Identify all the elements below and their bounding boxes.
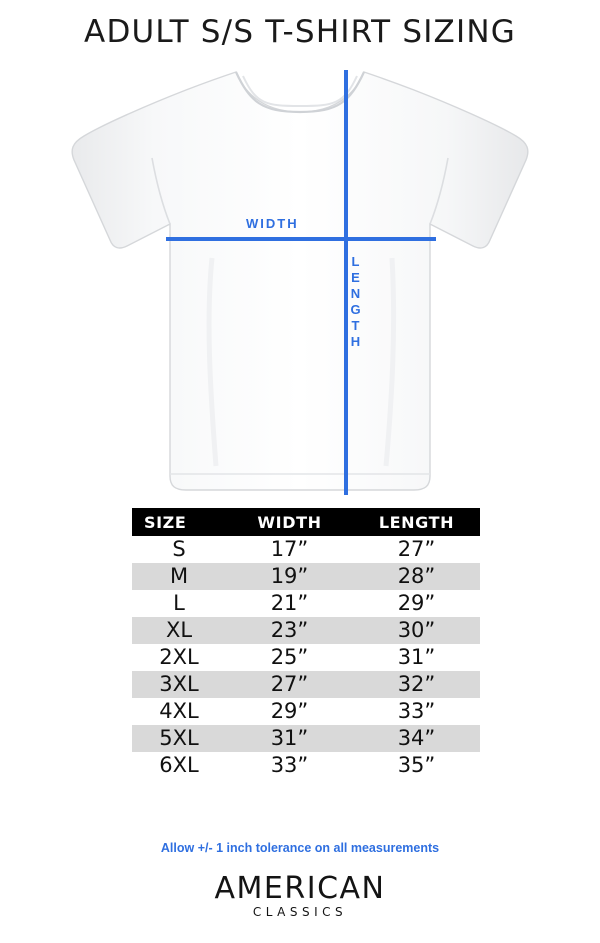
cell-size: S: [132, 536, 226, 563]
cell-length: 30”: [353, 617, 480, 644]
table-row: [132, 644, 480, 671]
cell-size: M: [132, 563, 226, 590]
header-size: SIZE: [132, 508, 226, 536]
cell-length: 35”: [353, 752, 480, 779]
header-width: WIDTH: [226, 508, 353, 536]
width-label: WIDTH: [246, 216, 299, 231]
cell-width: 33”: [226, 752, 353, 779]
cell-length: 33”: [353, 698, 480, 725]
cell-size: 3XL: [132, 671, 226, 698]
table-row: [132, 698, 480, 725]
cell-length: 27”: [353, 536, 480, 563]
table-row: [132, 617, 480, 644]
cell-length: 32”: [353, 671, 480, 698]
table-row: [132, 590, 480, 617]
cell-length: 34”: [353, 725, 480, 752]
table-row: [132, 563, 480, 590]
tshirt-diagram: [0, 58, 600, 503]
cell-size: 2XL: [132, 644, 226, 671]
cell-width: 31”: [226, 725, 353, 752]
cell-size: 5XL: [132, 725, 226, 752]
cell-size: XL: [132, 617, 226, 644]
cell-width: 17”: [226, 536, 353, 563]
table-row: [132, 725, 480, 752]
brand-name: AMERICAN: [214, 871, 386, 906]
cell-length: 28”: [353, 563, 480, 590]
cell-size: 6XL: [132, 752, 226, 779]
table-row: [132, 752, 480, 779]
table-row: [132, 536, 480, 563]
header-length: LENGTH: [353, 508, 480, 536]
cell-length: 31”: [353, 644, 480, 671]
tshirt-illustration: [0, 58, 600, 503]
cell-length: 29”: [353, 590, 480, 617]
cell-size: L: [132, 590, 226, 617]
tolerance-note: Allow +/- 1 inch tolerance on all measurements: [160, 841, 440, 855]
cell-width: 29”: [226, 698, 353, 725]
cell-width: 25”: [226, 644, 353, 671]
size-table: [132, 508, 480, 779]
cell-width: 21”: [226, 590, 353, 617]
cell-size: 4XL: [132, 698, 226, 725]
cell-width: 19”: [226, 563, 353, 590]
length-label: LENGTH: [348, 254, 363, 350]
cell-width: 27”: [226, 671, 353, 698]
table-row: [132, 671, 480, 698]
brand-subtitle: CLASSICS: [252, 905, 348, 919]
cell-width: 23”: [226, 617, 353, 644]
table-header-row: [132, 508, 480, 536]
page-title: ADULT S/S T-SHIRT SIZING: [84, 14, 516, 50]
